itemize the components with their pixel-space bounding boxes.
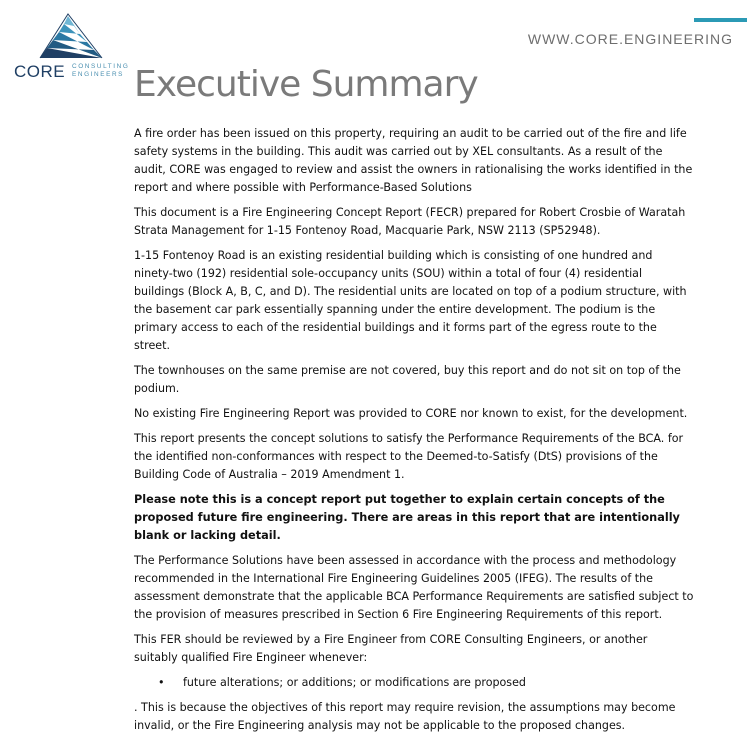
logo-subtext-line2: ENGINEERS xyxy=(72,71,125,78)
core-logo xyxy=(10,8,130,80)
paragraph-concept-solutions: This report presents the concept solutions to satisfy the Performance Requirements of the BCA. for the identified non-conformances with respect to the Deemed-to-Satisfy (DtS) provisions of the Building Code of Australia – 2019 Amendment 1. xyxy=(134,432,684,481)
document-body xyxy=(134,125,694,742)
bullet-icon: • xyxy=(158,676,165,689)
list-item xyxy=(134,674,694,692)
paragraph-townhouses: The townhouses on the same premise are not covered, buy this report and do not sit on top of the podium. xyxy=(134,364,681,395)
logo-wordmark: CORE xyxy=(14,62,66,81)
page-title: Executive Summary xyxy=(134,64,478,105)
logo-subtext-line1: CONSULTING xyxy=(72,63,130,70)
paragraph-assessment: The Performance Solutions have been assessed in accordance with the process and methodology recommended in the International Fire Engineering Guidelines 2005 (IFEG). The results of the assessment demonstrate that the applicable BCA Performance Requirements are satisfied subject to the provision of measures prescribed in Section 6 Fire Engineering Requirements of this report. xyxy=(134,554,694,621)
list-item-text: future alterations; or additions; or modifications are proposed xyxy=(183,676,526,689)
paragraph-existing-report: No existing Fire Engineering Report was provided to CORE nor known to exist, for the development. xyxy=(134,407,688,420)
website-url: WWW.CORE.ENGINEERING xyxy=(527,31,733,47)
logo-subtext xyxy=(72,63,129,79)
pyramid-logo-icon xyxy=(10,8,130,64)
review-conditions-list xyxy=(134,674,694,692)
paragraph-building-description: 1-15 Fontenoy Road is an existing residential building which is consisting of one hundred and ninety-two (192) residential sole-occupancy units (SOU) within a total of four (4) residential buildings (Block A, B, C, and D). The residential units are located on top of a podium structure, with the basement car park essentially spanning under the entire development. The podium is the primary access to each of the residential buildings and it forms part of the egress route to the street. xyxy=(134,249,687,352)
paragraph-review-conditions: This FER should be reviewed by a Fire Engineer from CORE Consulting Engineers, or another suitably qualified Fire Engineer whenever: xyxy=(134,633,648,664)
header-accent-line xyxy=(694,18,747,22)
paragraph-audit: A fire order has been issued on this property, requiring an audit to be carried out of the fire and life safety systems in the building. This audit was carried out by XEL consultants. As a result of the audit, CORE was engaged to review and assist the owners in rationalising the works identified in the report and where possible with Performance-Based Solutions xyxy=(134,127,693,194)
paragraph-report-scope: This document is a Fire Engineering Concept Report (FECR) prepared for Robert Crosbie of Waratah Strata Management for 1-15 Fontenoy Road, Macquarie Park, NSW 2113 (SP52948). xyxy=(134,206,686,237)
concept-report-notice: Please note this is a concept report put together to explain certain concepts of the proposed future fire engineering. There are areas in this report that are intentionally blank or lacking detail. xyxy=(134,493,680,542)
paragraph-revision-reason: . This is because the objectives of this report may require revision, the assumptions may become invalid, or the Fire Engineering analysis may not be applicable to the proposed changes. xyxy=(134,701,676,732)
